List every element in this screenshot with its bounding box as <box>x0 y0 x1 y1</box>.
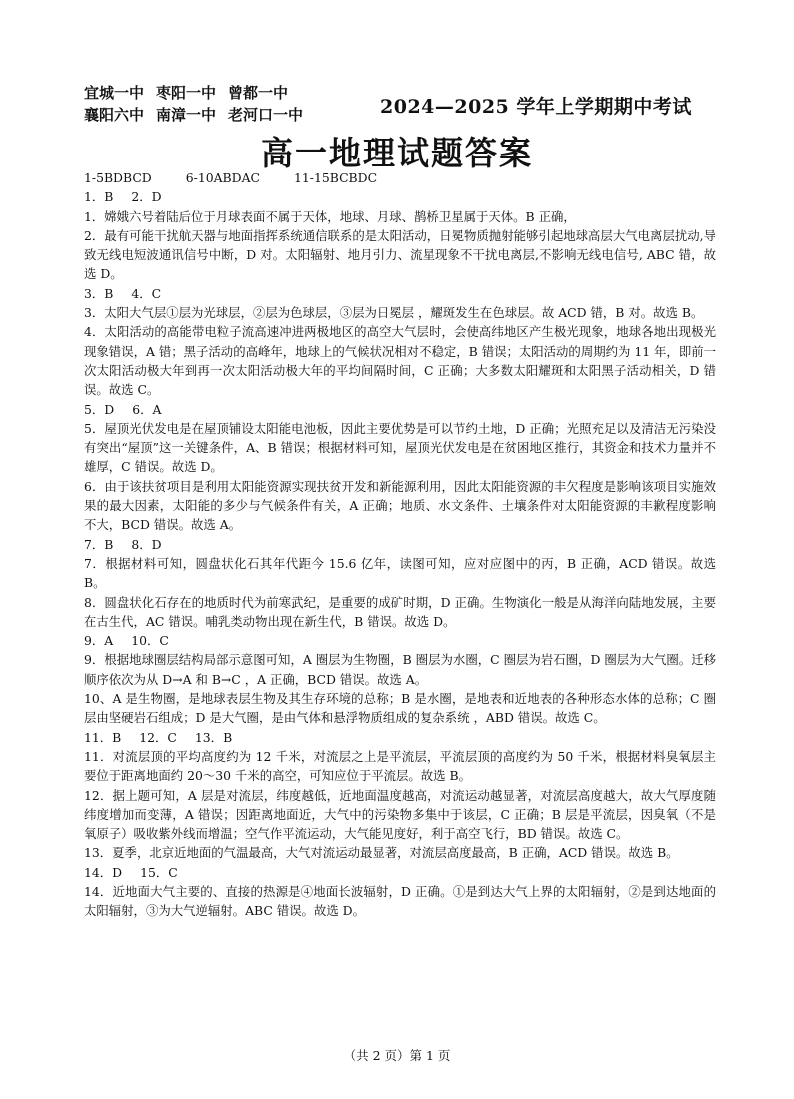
school-name: 老河口一中 <box>228 106 304 124</box>
school-name: 南漳一中 <box>156 106 217 124</box>
answer-line <box>84 187 716 206</box>
answer-item: 8．D <box>131 536 162 552</box>
explanation-paragraph: 11．对流层顶的平均高度约为 12 千米，对流层之上是平流层，平流层顶的高度约为 50 千米，根据材料臭氧层主要位于距离地面约 20～30 千米的高空，可知应位于平流层。故选 B。 <box>84 748 716 784</box>
answer-item: 12．C <box>139 729 177 745</box>
answer-line <box>84 284 716 303</box>
explanation-paragraph: 9．根据地球圈层结构局部示意图可知，A 圈层为生物圈，B 圈层为水圈，C 圈层为岩石圈，D 圈层为大气圈。迁移顺序依次为从 D→A 和 B→C ，A 正确，BCD 错误。故选 A。 <box>84 652 716 687</box>
answer-section <box>84 631 716 727</box>
explanation-paragraph: 7．根据材料可知，圆盘状化石其年代距今 15.6 亿年，读图可知，应对应图中的丙，B 正确，ACD 错误。故选 B。 <box>84 555 716 591</box>
answer-section <box>84 400 716 535</box>
explanation-paragraph: 3．太阳大气层①层为光球层，②层为色球层，③层为日冕层 ，耀斑发生在色球层。故 ACD 错，B 对。故选 B。 <box>84 305 704 321</box>
answer-line <box>84 400 716 419</box>
answer-line <box>84 863 716 882</box>
exam-title: 2024—2025 学年上学期期中考试 <box>380 96 692 118</box>
explanation-paragraph: 10、A 是生物圈，是地球表层生物及其生存环境的总称；B 是水圈，是地表和近地表的各种形态水体的总称；C 圈层由坚硬岩石组成；D 是大气圈，是由气体和悬浮物质组成的复杂系统 ，ABD 错误。故选 C。 <box>84 691 716 726</box>
answer-item: 1．B <box>84 189 114 205</box>
explanation-paragraph: 14．近地面大气主要的、直接的热源是④地面长波辐射，D 正确。①是到达大气上界的太阳辐射，②是到达地面的太阳辐射，③为大气逆辐射。ABC 错误。故选 D。 <box>84 883 716 919</box>
page-title: 高一地理试题答案 <box>260 134 533 172</box>
answer-item: 13．B <box>194 729 233 745</box>
answer-item: 10．C <box>131 633 169 649</box>
answer-item: 5．D <box>84 401 115 417</box>
answer-item: 11．B <box>84 729 122 745</box>
explanation-paragraph: 13．夏季，北京近地面的气温最高，大气对流运动最显著，对流层高度最高，B 正确，ACD 错误。故选 B。 <box>84 845 679 861</box>
page-header <box>84 82 724 132</box>
answer-key: 1-5BDBCD <box>84 170 152 185</box>
answer-content <box>84 168 716 921</box>
answer-line <box>84 728 716 747</box>
school-list <box>84 82 315 126</box>
answer-item: 4．C <box>131 285 162 301</box>
explanation-paragraph: 8．圆盘状化石存在的地质时代为前寒武纪，是重要的成矿时期，D 正确。生物演化一般是从海洋向陆地发展，主要在古生代，AC 错误。哺乳类动物出现在新生代，B 错误。故选 D。 <box>84 594 716 629</box>
answer-section <box>84 187 716 283</box>
answer-line <box>84 631 716 650</box>
answer-item: 14．D <box>84 864 123 880</box>
school-name: 曾都一中 <box>228 84 289 102</box>
page-footer: （共 2 页）第 1 页 <box>343 1048 451 1063</box>
answer-item: 6．A <box>132 401 162 417</box>
explanation-paragraph: 5．屋顶光伏发电是在屋顶铺设太阳能电池板，因此主要优势是可以节约土地，D 正确；光照充足以及清洁无污染没有突出“屋顶”这一关键条件，A、B 错误；根据材料可知，屋顶光伏发电是在贫困地区推行，其资金和技术力量并不雄厚，C 错误。故选 D。 <box>84 420 716 475</box>
answer-item: 3．B <box>84 285 114 301</box>
explanation-paragraph: 6．由于该扶贫项目是利用太阳能资源实现扶贫开发和新能源利用，因此太阳能资源的丰欠程度是影响该项目实施效果的最大因素，太阳能的多少与气候条件有关，A 正确；地质、水文条件、土壤条件对太阳能资源的丰歉程度影响不大，BCD 错误。故选 A。 <box>84 478 716 533</box>
answer-section <box>84 863 716 921</box>
answer-section <box>84 535 716 631</box>
answer-section <box>84 728 716 863</box>
answer-section <box>84 284 716 400</box>
school-name: 宜城一中 <box>84 84 145 102</box>
answer-key: 6-10ABDAC <box>185 170 261 185</box>
answer-item: 15．C <box>140 864 178 880</box>
explanation-paragraph: 4．太阳活动的高能带电粒子流高速冲进两极地区的高空大气层时，会使高纬地区产生极光现象，地球各地出现极光现象错误，A 错；黑子活动的高峰年，地球上的气候状况相对不稳定，B 错误；太阳活动的周期约为 11 年，即前一次太阳活动极大年到再一次太阳活动极大年的平均间隔时间，C 正确；大多数太阳耀斑和太阳黑子活动相关，D 错误。故选 C。 <box>84 324 716 398</box>
explanation-paragraph: 1．嫦娥六号着陆后位于月球表面不属于天体，地球、月球、鹊桥卫星属于天体。B 正确， <box>84 208 576 224</box>
answer-item: 7．B <box>84 536 114 552</box>
school-row-2 <box>84 104 315 126</box>
answer-line <box>84 535 716 554</box>
answer-key-row <box>84 168 716 187</box>
answer-item: 9．A <box>84 633 114 649</box>
answer-item: 2．D <box>131 189 162 205</box>
answer-key: 11-15BCBDC <box>294 170 378 185</box>
explanation-paragraph: 2．最有可能干扰航天器与地面指挥系统通信联系的是太阳活动，日冕物质抛射能够引起地球高层大气电离层扰动,导致无线电短波通讯信号中断，D 对。太阳辐射、地月引力、流星现象不干扰电离层,不影响无线电信号, ABC 错，故选 D。 <box>84 227 716 282</box>
school-name: 襄阳六中 <box>84 106 145 124</box>
explanation-paragraph: 12．据上题可知，A 层是对流层，纬度越低，近地面温度越高，对流运动越显著，对流层高度越大，故大气厚度随纬度增加而变薄，A 错误；因距离地面近，大气中的污染物多集中于该层，C 正确；B 层是平流层，因臭氧（不是氧原子）吸收紫外线而增温；空气作平流运动，大气能见度好，利于高空飞行，BD 错误。故选 C。 <box>84 787 716 842</box>
school-row-1 <box>84 82 315 104</box>
school-name: 枣阳一中 <box>156 84 217 102</box>
